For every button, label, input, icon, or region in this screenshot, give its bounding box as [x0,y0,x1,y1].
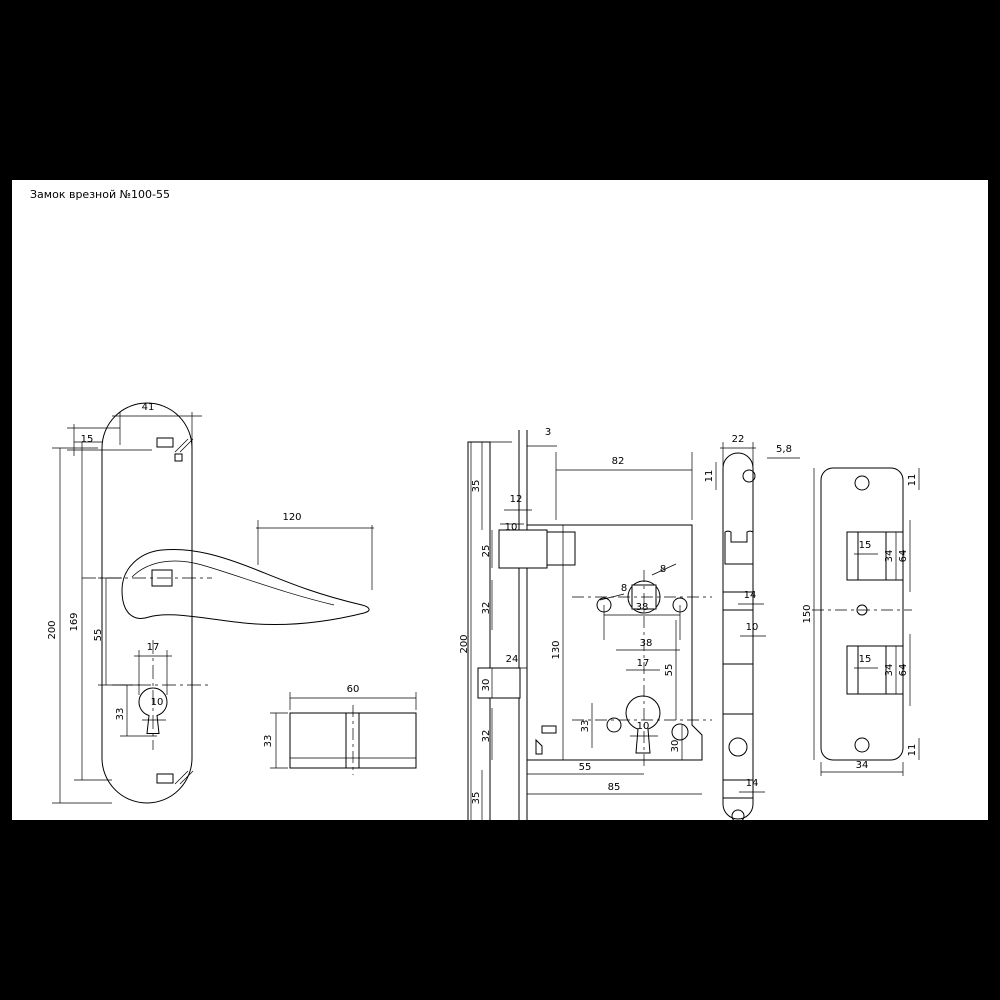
screw-m5x50-caption2: 1 шт. [724,930,752,941]
part-screw-m4x12 [567,872,657,941]
dim-82: 82 [611,456,625,467]
screw-m4x12-caption2: 2 шт. [592,930,620,941]
square-rod-caption: Квадратный стержень 8х8 [101,916,243,927]
part-screw-m4x35 [343,872,433,941]
dim-10-lock: 10 [636,721,650,732]
sleeve-m4-caption2: 2 шт. [476,930,504,941]
dim-17: 17 [146,642,160,653]
screw-m5x50-label: М5х50 [745,872,779,883]
dim-11-top: 11 [907,473,918,487]
top-fixing-slot [157,438,173,447]
dim-35-top: 35 [471,479,482,493]
cylinder-cam-slot [346,713,359,768]
strike-plate-outline [821,468,903,760]
bottom-fixing-slot [157,774,173,783]
lock-body-view [459,427,712,828]
dim-200: 200 [47,620,58,640]
drawing-sheet [10,178,990,941]
dim-11-bottom: 11 [907,743,918,757]
cylinder-view [263,684,416,775]
latch-bolt [499,530,547,568]
wood-screw-caption1: Шурупы [862,916,906,927]
dim-10-latch: 10 [504,522,518,533]
wood-screw-caption2: корпуса замка, 2 шт. [828,930,940,941]
sheet-title: Замок врезной №100-55 [30,188,171,201]
plate-outline [102,403,192,803]
strike-plate-view [802,468,919,776]
sleeve-m4-label: М4 [490,872,506,883]
wood-screw-label: Шуруп М3,5х23 [851,872,933,883]
wood-screw-leader [860,884,874,892]
dim-120: 120 [282,512,302,523]
wood-screw-shape [824,888,878,916]
dim-15-bottom: 15 [858,654,872,665]
screw-m4x35-label: М4х35 [399,872,433,883]
part-square-rod [64,868,280,927]
dim-8-b: 8 [659,564,667,575]
dim-34-top: 34 [884,549,895,563]
dim-8-a: 8 [620,583,628,594]
dim-38-upper: 38 [635,602,649,613]
dim-200-lock: 200 [459,634,470,654]
lever-handle [122,549,369,624]
dim-64-bottom: 64 [898,663,909,677]
dim-33-cyl: 33 [263,734,274,748]
dim-130: 130 [551,640,562,660]
part-wood-screw [824,872,939,941]
screw-m4x12-label: М4х12 [623,872,657,883]
screw-m4x35-shape [350,892,416,916]
screw-m5x50-leader [734,884,754,896]
faceplate-hole-mid [729,738,747,756]
fixing-hole-lower [672,724,688,740]
latch-opening [725,531,753,564]
screw-m4x12-caption1: Стяжной винт, [566,916,646,927]
faceplate-screw-bottom [732,810,744,822]
screw-m4x12-shape [570,894,612,908]
dim-150: 150 [802,604,813,624]
dim-30-right: 30 [670,739,681,753]
dim-14-top: 14 [743,590,757,601]
dim-11-faceplate: 11 [704,469,715,483]
square-rod-shape [64,892,280,902]
faceplate-view [704,434,800,822]
dim-41: 41 [141,402,155,413]
part-screw-m5x50 [684,872,782,941]
strike-screw-bottom [855,738,869,752]
screw-m5x50-shape [684,893,782,917]
screw-m4x12-leader [606,884,628,894]
dim-38-lower: 38 [639,638,653,649]
dim-55-right: 55 [664,663,675,677]
dim-24: 24 [505,654,519,665]
case-notch [536,740,542,754]
dim-10-faceplate: 10 [745,622,759,633]
dim-30: 30 [481,678,492,692]
screw-m4x35-caption2: 2 шт. [368,930,396,941]
dim-110: 110 [162,868,182,879]
dim-3: 3 [544,427,552,438]
dim-15-top: 15 [858,540,872,551]
dim-25: 25 [481,544,492,558]
handle-plate-view [47,402,374,803]
dim-15: 15 [80,434,94,445]
dim-35-bottom: 35 [471,791,482,805]
dim-33-lock: 33 [580,719,591,733]
dim-60: 60 [346,684,360,695]
dim-32-a: 32 [481,601,492,615]
dim-58: 5,8 [776,444,792,455]
dim-14-bottom: 14 [745,778,759,789]
dim-33: 33 [115,707,126,721]
dim-55: 55 [93,628,104,642]
part-sleeve-m4 [445,872,534,941]
top-fixing-hole [175,454,182,461]
rod-hatch-2 [212,894,274,902]
screw-m5x50-caption1: Винт цилиндра, [695,916,781,927]
dim-64-top: 64 [898,549,909,563]
sleeve-m4-shape [452,894,514,908]
dim-169: 169 [69,612,80,632]
dim-17-lock: 17 [636,658,650,669]
dim-55-bottom: 55 [578,762,592,773]
dim-10-cyl: 10 [150,697,164,708]
technical-drawing [12,180,988,941]
dim-32-b: 32 [481,729,492,743]
dim-12: 12 [509,494,523,505]
dim-34-width: 34 [855,760,869,771]
parts-row [64,868,939,941]
dim-85: 85 [607,782,621,793]
screw-m4x35-leader [390,884,410,894]
small-slot [542,726,556,733]
faceplate-slot-bolt [723,664,753,714]
screw-m4x35-caption1: Стяжной винт, [342,916,422,927]
sleeve-m4-caption1: Стяжная втулка, [445,916,535,927]
strike-screw-top [855,476,869,490]
latch-head [547,532,575,565]
rod-hatch-1 [72,894,132,902]
dim-22: 22 [731,434,745,445]
dim-34-bottom: 34 [884,663,895,677]
sleeve-m4-leader [480,884,494,894]
